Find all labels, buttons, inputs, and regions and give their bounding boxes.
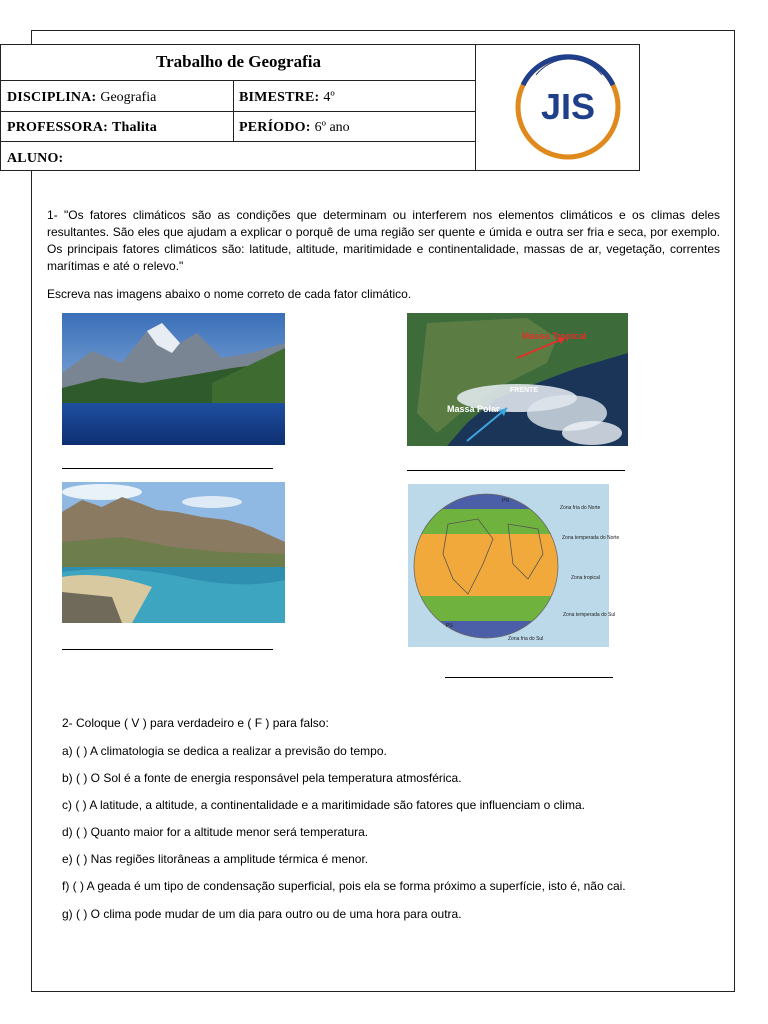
question-2-item-c: c) ( ) A latitude, a altitude, a continentalidade e a maritimidade são fatores que influenciam o clima. bbox=[62, 798, 585, 812]
globe-label-temperada-norte: Zona temperada do Norte bbox=[562, 535, 620, 541]
globe-label-fria-sul: Zona fria do Sul bbox=[508, 636, 544, 642]
air-mass-satellite-map bbox=[407, 313, 628, 446]
question-2-item-d: d) ( ) Quanto maior for a altitude menor será temperatura. bbox=[62, 825, 369, 839]
header-table bbox=[0, 44, 640, 171]
question-2-item-e: e) ( ) Nas regiões litorâneas a amplitude térmica é menor. bbox=[62, 852, 369, 866]
answer-line-1[interactable] bbox=[62, 468, 273, 470]
question-2-title: 2- Coloque ( V ) para verdadeiro e ( F ) para falso: bbox=[62, 716, 329, 730]
globe-label-tropical: Zona tropical bbox=[571, 575, 600, 581]
coastal-beach-photo bbox=[62, 482, 285, 623]
climate-zones-globe bbox=[408, 484, 620, 647]
question-2-item-g: g) ( ) O clima pode mudar de um dia para outro ou de uma hora para outra. bbox=[62, 907, 462, 921]
answer-line-4[interactable] bbox=[445, 677, 613, 679]
professora-label: PROFESSORA: bbox=[7, 120, 108, 135]
question-2-item-a: a) ( ) A climatologia se dedica a realizar a previsão do tempo. bbox=[62, 744, 387, 758]
map-label-frente: FRENTE bbox=[510, 387, 538, 394]
globe-label-pn: PN bbox=[502, 498, 509, 504]
professora-value: Thalita bbox=[112, 120, 157, 135]
periodo-value: 6º ano bbox=[314, 120, 350, 135]
logo-text: JIS bbox=[540, 86, 596, 127]
answer-line-3[interactable] bbox=[62, 649, 273, 651]
bimestre-value: 4º bbox=[323, 90, 335, 105]
answer-line-2[interactable] bbox=[407, 470, 625, 472]
aluno-label: ALUNO: bbox=[7, 151, 64, 166]
document-title: Trabalho de Geografia bbox=[156, 52, 321, 71]
question-2-item-f: f) ( ) A geada é um tipo de condensação superficial, pois ela se forma próximo a superfície, isto é, não cai. bbox=[62, 879, 626, 893]
bimestre-label: BIMESTRE: bbox=[239, 90, 320, 105]
question-2-item-b: b) ( ) O Sol é a fonte de energia responsável pela temperatura atmosférica. bbox=[62, 771, 462, 785]
periodo-label: PERÍODO: bbox=[239, 120, 311, 135]
disciplina-value: Geografia bbox=[100, 90, 157, 105]
mountain-lake-photo bbox=[62, 313, 285, 445]
disciplina-label: DISCIPLINA: bbox=[7, 90, 97, 105]
question-1-text: 1- "Os fatores climáticos são as condições que determinam ou interferem nos elementos climáticos e os climas deles resultantes. São eles que ajudam a explicar o porquê de uma região ser quente e úmida e outra ser fria e seca, por exemplo. Os principais fatores climáticos são: latitude, altitude, maritimidade e continentalidade, massas de ar, vegetação, correntes marítimas e até o relevo." bbox=[47, 208, 720, 273]
map-label-tropical: Massa Tropical bbox=[522, 331, 587, 341]
globe-label-ps: PS bbox=[446, 623, 453, 629]
school-logo bbox=[476, 45, 640, 170]
question-1-instruction: Escreva nas imagens abaixo o nome correto de cada fator climático. bbox=[47, 287, 412, 301]
globe-label-temperada-sul: Zona temperada do Sul bbox=[563, 612, 616, 618]
map-label-polar: Massa Polar bbox=[447, 404, 500, 414]
globe-label-fria-norte: Zona fria do Norte bbox=[560, 505, 601, 511]
